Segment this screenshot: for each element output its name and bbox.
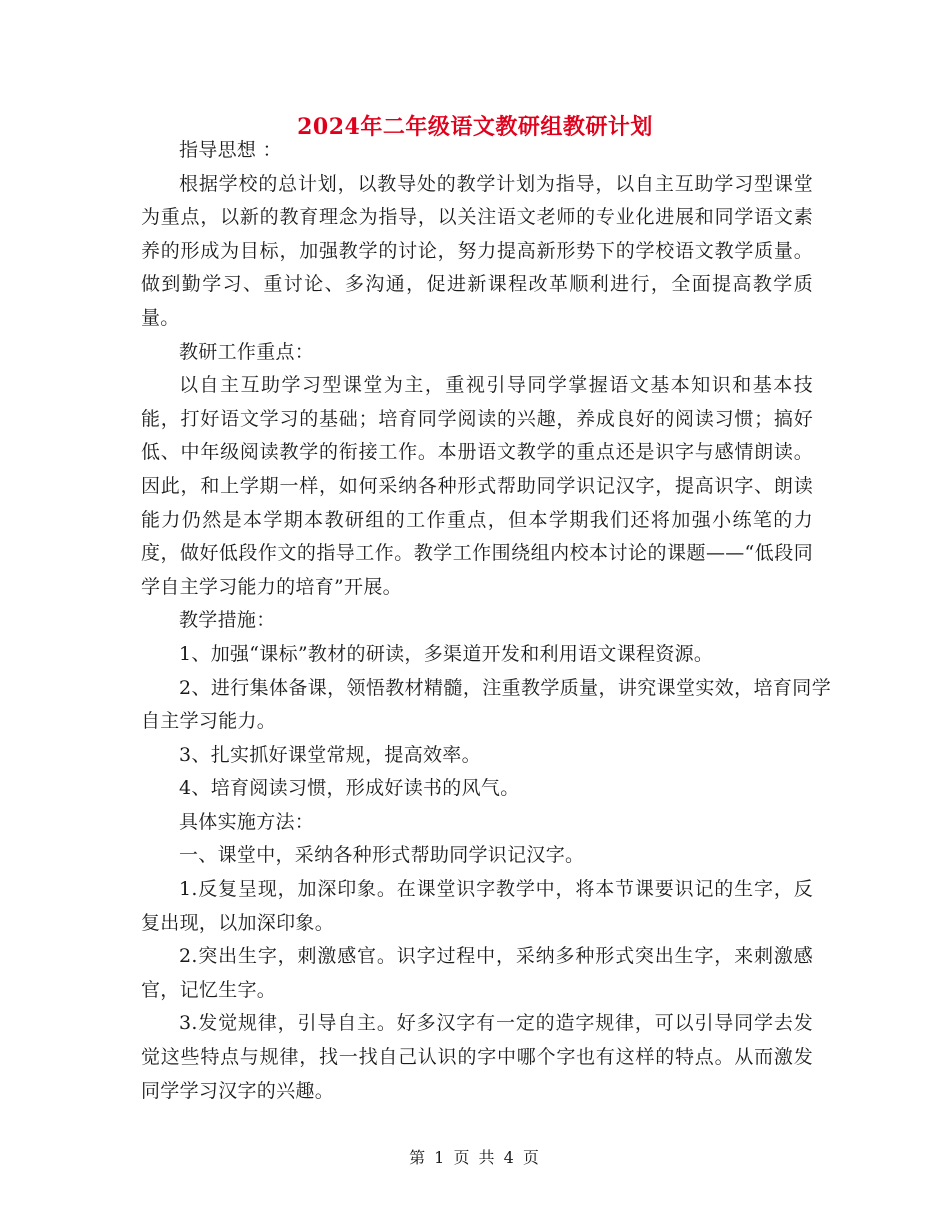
measure-item-1: 1、加强“课标”教材的研读，多渠道开发和利用语文课程资源。 bbox=[179, 642, 714, 665]
implementation-item-2: 2.突出生字，刺激感官。识字过程中，采纳多种形式突出生字，来刺激感官，记忆生字。 bbox=[141, 945, 813, 1001]
heading-teaching-measures: 教学措施： bbox=[179, 609, 276, 632]
page-number-footer: 第 1 页 共 4 页 bbox=[409, 1148, 541, 1167]
paragraph-guiding-thought: 根据学校的总计划，以教导处的教学计划为指导，以自主互助学习型课堂为重点，以新的教育理念为指导，以关注语文老师的专业化进展和同学语文素养的形成为目标，加强教学的讨论，努力提高新形势下的学校语文教学质量。做到勤学习、重讨论、多沟通，促进新课程改革顺利进行，全面提高教学质量。 bbox=[141, 172, 813, 329]
implementation-item-1: 1.反复呈现，加深印象。在课堂识字教学中，将本节课要识记的生字，反复出现，以加深印象。 bbox=[141, 878, 813, 934]
document-body bbox=[141, 134, 831, 1108]
heading-implementation: 具体实施方法： bbox=[179, 810, 315, 833]
heading-guiding-thought: 指导思想 ： bbox=[179, 139, 282, 161]
heading-research-focus: 教研工作重点： bbox=[179, 340, 315, 363]
measure-item-2: 2、进行集体备课，领悟教材精髓，注重教学质量，讲究课堂实效，培育同学自主学习能力。 bbox=[141, 676, 831, 733]
document-title: 2024年二年级语文教研组教研计划 bbox=[297, 114, 653, 140]
measure-item-3: 3、扎实抓好课堂常规，提高效率。 bbox=[179, 743, 481, 766]
implementation-item-3: 3.发觉规律，引导自主。好多汉字有一定的造字规律，可以引导同学去发觉这些特点与规律，找一找自己认识的字中哪个字也有这样的特点。从而激发同学学习汉字的兴趣。 bbox=[141, 1012, 813, 1102]
implementation-section-1: 一、课堂中，采纳各种形式帮助同学识记汉字。 bbox=[179, 844, 585, 867]
measure-item-4: 4、培育阅读习惯，形成好读书的风气。 bbox=[179, 777, 520, 800]
paragraph-research-focus: 以自主互助学习型课堂为主，重视引导同学掌握语文基本知识和基本技能，打好语文学习的基础；培育同学阅读的兴趣，养成良好的阅读习惯；搞好低、中年级阅读教学的衔接工作。本册语文教学的重点还是识字与感情朗读。因此，和上学期一样，如何采纳各种形式帮助同学识记汉字，提高识字、朗读能力仍然是本学期本教研组的工作重点，但本学期我们还将加强小练笔的力度，做好低段作文的指导工作。教学工作围绕组内校本讨论的课题——“低段同学自主学习能力的培育”开展。 bbox=[141, 374, 813, 598]
